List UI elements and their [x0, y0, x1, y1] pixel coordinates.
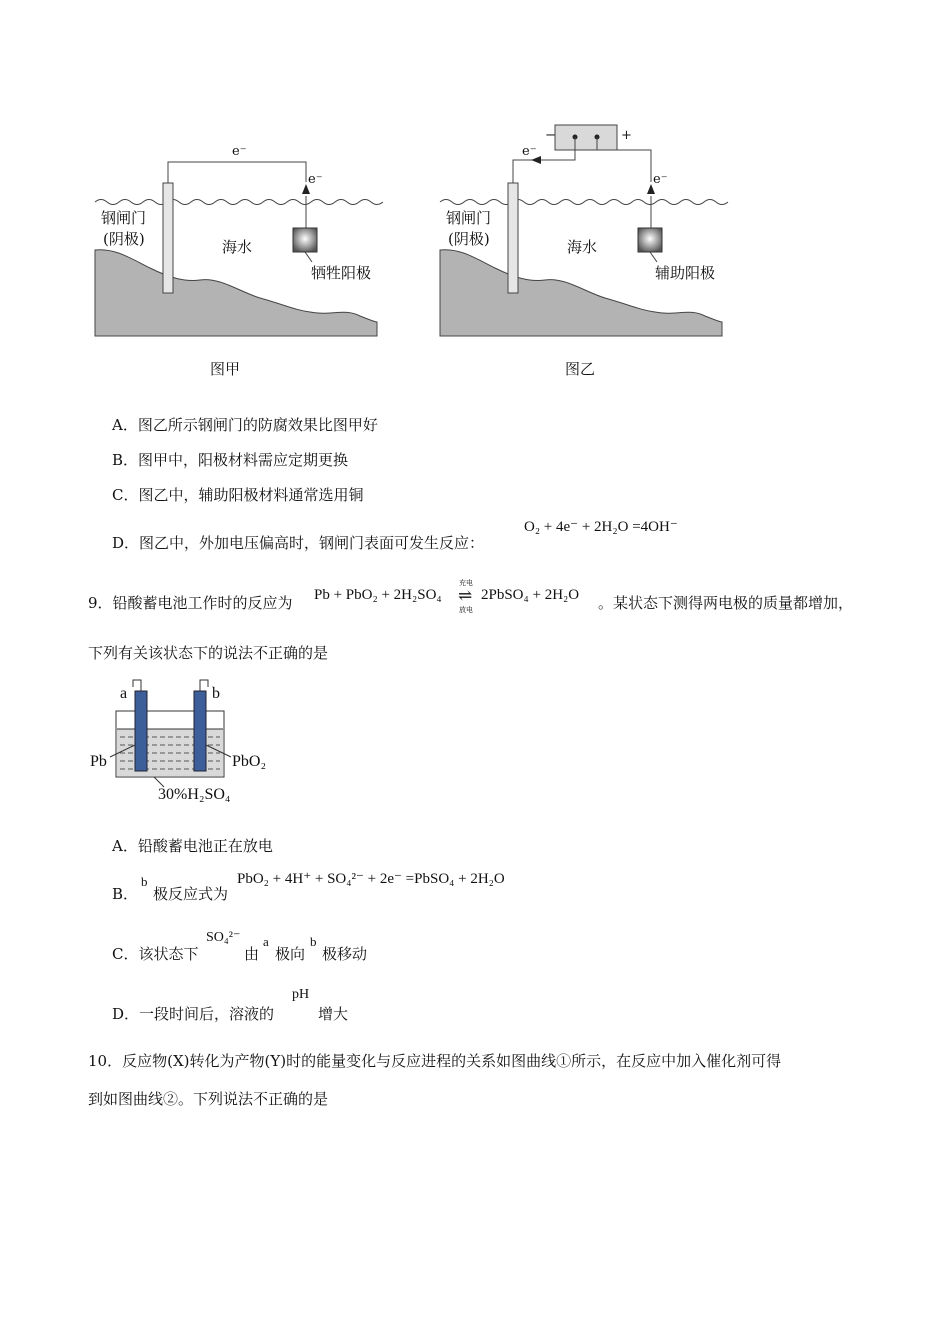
q9-reversible-arrow: ⇌: [458, 586, 473, 605]
yi-electron-top: e⁻: [522, 144, 537, 159]
yi-plus: +: [621, 128, 632, 143]
q9-option-b-formula: PbO₂ + 4H⁺ + SO₄²⁻ + 2e⁻ =PbSO₄ + 2H₂O: [237, 871, 505, 887]
q8-option-c: C．图乙中，辅助阳极材料通常选用铜: [112, 486, 364, 504]
figure-yi-caption: 图乙: [565, 360, 596, 378]
electrode-pbo2: [194, 691, 206, 771]
q8-option-d-formula: O₂ + 4e⁻ + 2H₂O =4OH⁻: [524, 519, 678, 535]
q9-discharge-label: 放电: [459, 606, 473, 614]
q9-option-b-prefix: B．: [112, 885, 139, 903]
auxiliary-anode: [638, 228, 662, 252]
jia-gate-cathode: (阴极): [103, 230, 145, 248]
water-surface: [95, 200, 383, 205]
q8-option-a: A．图乙所示钢闸门的防腐效果比图甲好: [112, 416, 378, 434]
yi-minus: −: [545, 128, 556, 143]
power-supply: [555, 125, 617, 150]
q9-equation-left: Pb + PbO₂ + 2H₂SO₄: [314, 587, 442, 603]
q9-option-d-prefix: D．一段时间后，溶液的: [112, 1005, 275, 1023]
q9-stem-start: 9．铅酸蓄电池工作时的反应为: [88, 594, 293, 612]
battery-label-electrolyte: 30%H₂SO₄: [158, 786, 231, 803]
jia-gate-label: 钢闸门: [101, 209, 147, 227]
q9-option-d-end: 增大: [318, 1005, 349, 1023]
yi-electron-side: e⁻: [653, 172, 668, 187]
q9-option-c-ion: SO₄²⁻: [206, 930, 241, 945]
q10-stem-line1: 10．反应物(X)转化为产物(Y)时的能量变化与反应进程的关系如图曲线①所示，在反应中加入催化剂可得: [88, 1052, 782, 1070]
sacrificial-anode: [293, 228, 317, 252]
yi-seawater: 海水: [567, 238, 598, 256]
battery-label-pb: Pb: [90, 753, 107, 770]
yi-gate-label: 钢闸门: [446, 209, 492, 227]
electrode-pb: [135, 691, 147, 771]
q10-stem-line2: 到如图曲线②。下列说法不正确的是: [88, 1090, 329, 1108]
battery-label-a: a: [120, 685, 128, 702]
q9-option-c-you: 由: [244, 945, 260, 963]
steel-gate: [508, 183, 518, 293]
q9-equation-right: 2PbSO₄ + 2H₂O: [481, 587, 580, 603]
q9-option-c-b: b: [310, 934, 317, 949]
q9-stem-end: 。某状态下测得两电极的质量都增加，: [598, 594, 854, 612]
q8-option-d: D．图乙中，外加电压偏高时，钢闸门表面可发生反应：: [112, 534, 485, 552]
jia-electron-top: e⁻: [232, 144, 247, 159]
q9-option-b-text: 极反应式为: [153, 885, 229, 903]
q9-option-c-a: a: [263, 934, 269, 949]
q9-option-c-end: 极移动: [322, 945, 368, 963]
jia-seawater: 海水: [222, 238, 253, 256]
steel-gate: [163, 183, 173, 293]
jia-electron-side: e⁻: [308, 172, 323, 187]
q9-option-b-electrode: b: [141, 874, 148, 889]
q9-stem-line2: 下列有关该状态下的说法不正确的是: [88, 644, 329, 662]
battery-label-pbo2: PbO₂: [232, 753, 267, 770]
water-surface: [440, 200, 728, 205]
battery-label-b: b: [212, 685, 220, 702]
q9-option-a: A．铅酸蓄电池正在放电: [112, 837, 273, 855]
q9-option-c-prefix: C．该状态下: [112, 945, 199, 963]
yi-anode-label: 辅助阳极: [655, 264, 716, 282]
q8-option-b: B．图甲中，阳极材料需应定期更换: [112, 451, 349, 469]
jia-anode-label: 牺牲阳极: [311, 264, 372, 282]
wire: [168, 162, 306, 183]
q9-option-d-ph: pH: [292, 987, 310, 1002]
yi-gate-cathode: (阴极): [448, 230, 490, 248]
figure-jia-caption: 图甲: [210, 360, 241, 378]
q9-option-c-toward: 极向: [275, 945, 306, 963]
q9-charge-label: 充电: [459, 579, 473, 587]
